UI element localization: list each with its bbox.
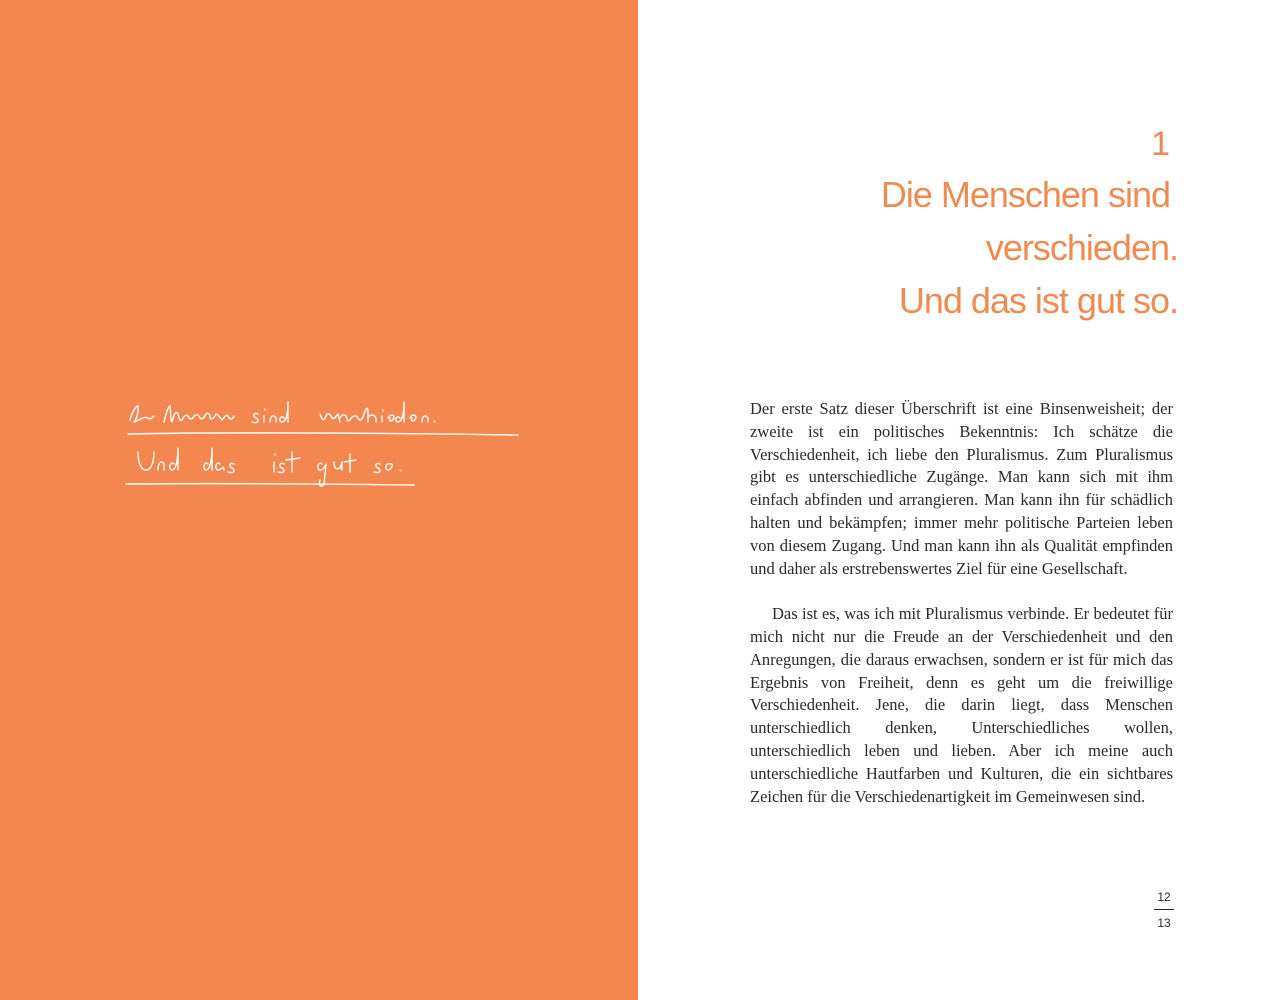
handwritten-quote (124, 392, 524, 492)
paragraph-2: Das ist es, was ich mit Pluralismus verbinde. Er bedeutet für mich nicht nur die Freude an der Verschiedenheit und den Anregungen, die daraus erwachsen, sondern er ist für mich das Ergebnis von Freiheit, denn es geht um die freiwillige Verschiedenheit. Jene, die darin liegt, dass Menschen unterschiedlich denken, Unterschiedliches wollen, unterschiedlich leben und lieben. Aber ich meine auch unterschiedliche Hautfarben und Kulturen, die ein sichtbares Zeichen für die Verschiedenartigkeit im Gemeinwesen sind. (750, 604, 1173, 806)
handwriting-underline-2 (126, 484, 414, 485)
paragraph-1: Der erste Satz dieser Überschrift ist eine Binsenweisheit; der zweite ist ein politisches Bekenntnis: Ich schätze die Verschiedenheit, ich liebe den Pluralismus. Zum Pluralismus gibt es unterschiedliche Zugänge. Man kann sich mit ihm einfach abfinden und arrangieren. Man kann ihn für schädlich halten und bekämpfen; immer mehr politische Parteien leben von diesem Zugang. Und man kann ihn als Qualität empfinden und daher als erstrebenswertes Ziel für eine Gesellschaft. (750, 399, 1173, 578)
page-numbers (1154, 888, 1174, 932)
handwriting-underline-1 (128, 433, 518, 435)
page-number-divider (1154, 909, 1174, 910)
handwriting-line-2-word-und (138, 448, 178, 470)
chapter-title-line-3: Und das ist gut so. (898, 280, 1178, 321)
body-text (750, 398, 1173, 808)
handwriting-line-1-word-sind (252, 402, 288, 423)
handwriting-line-2-word-das (204, 448, 234, 473)
handwriting-line-1-word-verschieden (320, 402, 435, 422)
handwriting-line-1-word-menschen (164, 406, 234, 422)
chapter-title-line-1: Die Menschen sind (880, 174, 1170, 215)
page-number-left: 12 (1157, 890, 1171, 904)
right-page (638, 0, 1278, 1000)
handwriting-drawing (124, 392, 524, 492)
handwriting-line-2-word-gut (318, 454, 356, 486)
handwriting-line-1-word-die (130, 406, 154, 422)
chapter-title (758, 168, 1178, 327)
left-page (0, 0, 638, 1000)
chapter-number: 1 (1151, 125, 1170, 163)
page-number-right: 13 (1157, 916, 1171, 930)
handwriting-line-2-word-so (374, 463, 401, 472)
chapter-title-line-2: verschieden. (985, 227, 1178, 268)
handwriting-line-2-word-ist (274, 452, 300, 473)
